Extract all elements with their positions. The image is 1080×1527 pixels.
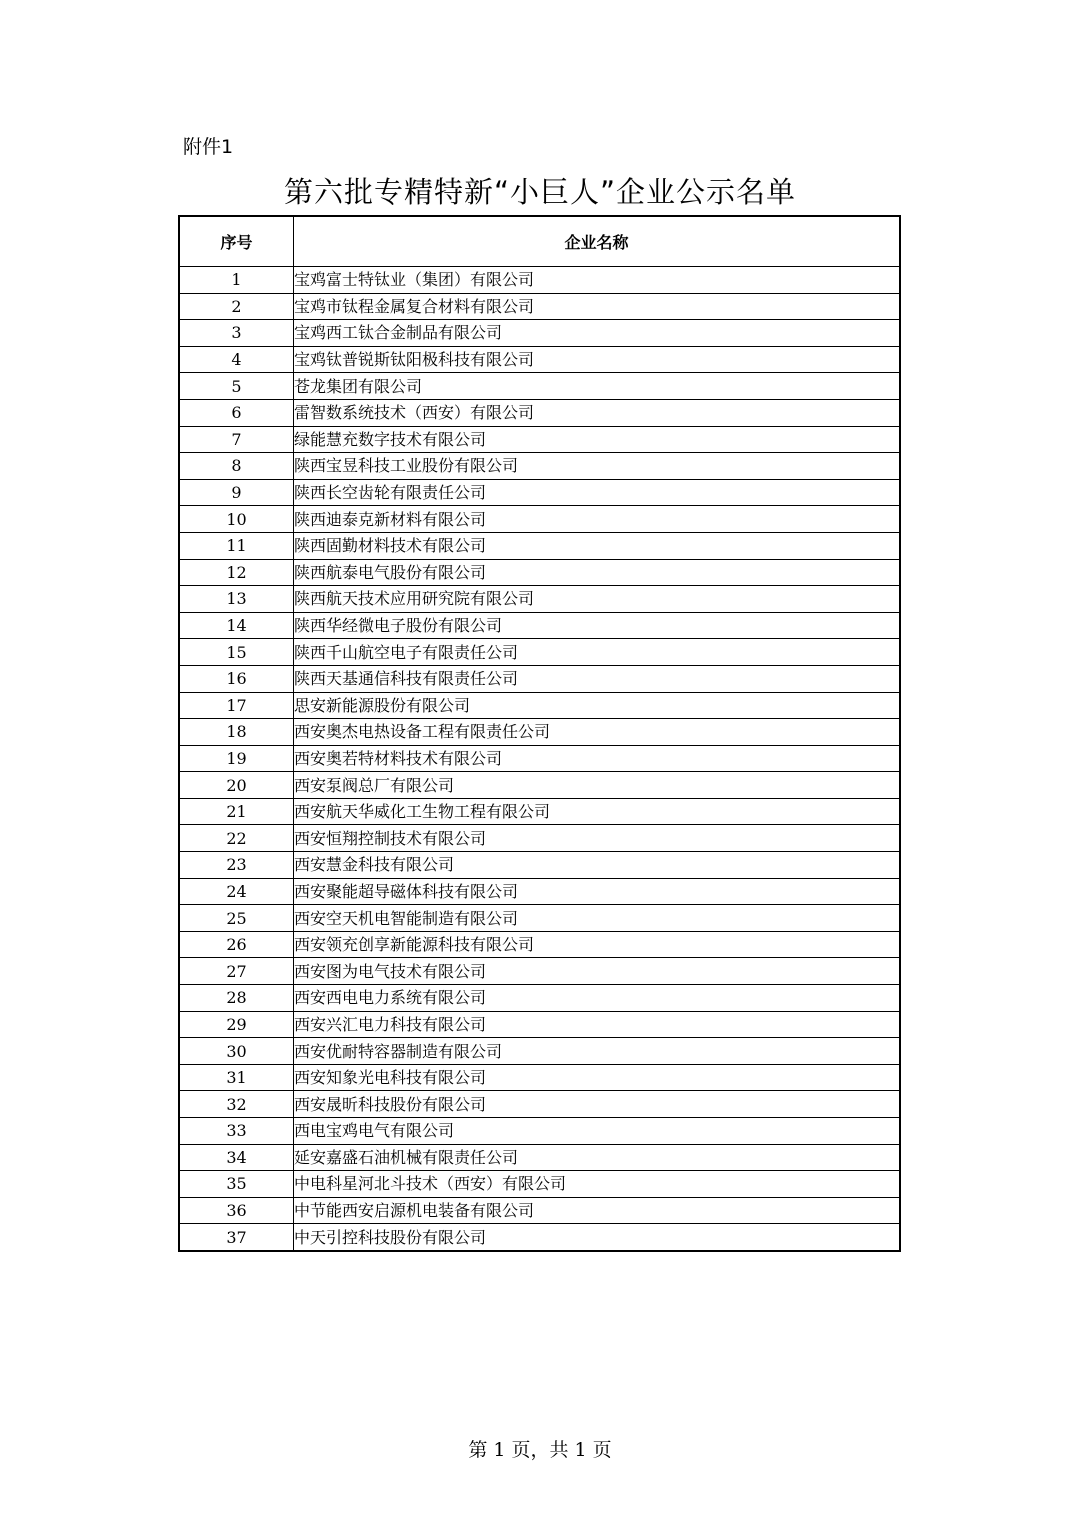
enterprise-name: 中节能西安启源机电装备有限公司 bbox=[294, 1197, 901, 1224]
row-number: 12 bbox=[179, 559, 294, 586]
row-number: 2 bbox=[179, 293, 294, 320]
table-row bbox=[179, 399, 900, 426]
row-number: 5 bbox=[179, 373, 294, 400]
table-row bbox=[179, 825, 900, 852]
enterprise-name: 思安新能源股份有限公司 bbox=[294, 692, 901, 719]
row-number: 24 bbox=[179, 878, 294, 905]
row-number: 20 bbox=[179, 772, 294, 799]
table-row bbox=[179, 586, 900, 613]
table-row bbox=[179, 1224, 900, 1251]
table-row bbox=[179, 1118, 900, 1145]
row-number: 28 bbox=[179, 985, 294, 1012]
table-row bbox=[179, 1011, 900, 1038]
row-number: 34 bbox=[179, 1144, 294, 1171]
enterprise-table bbox=[178, 215, 901, 1252]
table-row bbox=[179, 346, 900, 373]
enterprise-name: 西安奥杰电热设备工程有限责任公司 bbox=[294, 719, 901, 746]
enterprise-name: 中电科星河北斗技术（西安）有限公司 bbox=[294, 1171, 901, 1198]
column-header-number: 序号 bbox=[179, 216, 294, 267]
row-number: 9 bbox=[179, 479, 294, 506]
column-header-name: 企业名称 bbox=[294, 216, 901, 267]
table-row bbox=[179, 1171, 900, 1198]
enterprise-name: 西安优耐特容器制造有限公司 bbox=[294, 1038, 901, 1065]
row-number: 16 bbox=[179, 665, 294, 692]
enterprise-name: 西安聚能超导磁体科技有限公司 bbox=[294, 878, 901, 905]
attachment-label: 附件1 bbox=[183, 136, 234, 158]
row-number: 18 bbox=[179, 719, 294, 746]
enterprise-name: 绿能慧充数字技术有限公司 bbox=[294, 426, 901, 453]
enterprise-name: 西电宝鸡电气有限公司 bbox=[294, 1118, 901, 1145]
enterprise-name: 西安奥若特材料技术有限公司 bbox=[294, 745, 901, 772]
page-footer: 第 1 页，共 1 页 bbox=[468, 1439, 612, 1461]
table-row bbox=[179, 1064, 900, 1091]
row-number: 33 bbox=[179, 1118, 294, 1145]
row-number: 4 bbox=[179, 346, 294, 373]
table-row bbox=[179, 692, 900, 719]
table-row bbox=[179, 267, 900, 294]
table-row bbox=[179, 453, 900, 480]
table-row bbox=[179, 905, 900, 932]
row-number: 26 bbox=[179, 931, 294, 958]
row-number: 10 bbox=[179, 506, 294, 533]
row-number: 23 bbox=[179, 852, 294, 879]
row-number: 25 bbox=[179, 905, 294, 932]
table-row bbox=[179, 931, 900, 958]
row-number: 11 bbox=[179, 532, 294, 559]
enterprise-name: 西安西电电力系统有限公司 bbox=[294, 985, 901, 1012]
row-number: 13 bbox=[179, 586, 294, 613]
row-number: 22 bbox=[179, 825, 294, 852]
row-number: 21 bbox=[179, 798, 294, 825]
table-row bbox=[179, 479, 900, 506]
row-number: 35 bbox=[179, 1171, 294, 1198]
enterprise-name: 陕西固勤材料技术有限公司 bbox=[294, 532, 901, 559]
enterprise-name: 西安兴汇电力科技有限公司 bbox=[294, 1011, 901, 1038]
enterprise-name: 陕西华经微电子股份有限公司 bbox=[294, 612, 901, 639]
row-number: 37 bbox=[179, 1224, 294, 1251]
row-number: 3 bbox=[179, 320, 294, 347]
row-number: 6 bbox=[179, 399, 294, 426]
table-row bbox=[179, 639, 900, 666]
table-row bbox=[179, 506, 900, 533]
table-row bbox=[179, 985, 900, 1012]
enterprise-name: 宝鸡市钛程金属复合材料有限公司 bbox=[294, 293, 901, 320]
enterprise-name: 陕西航天技术应用研究院有限公司 bbox=[294, 586, 901, 613]
row-number: 32 bbox=[179, 1091, 294, 1118]
enterprise-name: 西安泵阀总厂有限公司 bbox=[294, 772, 901, 799]
enterprise-name: 西安航天华威化工生物工程有限公司 bbox=[294, 798, 901, 825]
table-row bbox=[179, 665, 900, 692]
table-row bbox=[179, 958, 900, 985]
row-number: 30 bbox=[179, 1038, 294, 1065]
table-row bbox=[179, 852, 900, 879]
enterprise-name: 西安恒翔控制技术有限公司 bbox=[294, 825, 901, 852]
enterprise-name: 陕西千山航空电子有限责任公司 bbox=[294, 639, 901, 666]
row-number: 17 bbox=[179, 692, 294, 719]
table-row bbox=[179, 878, 900, 905]
table-row bbox=[179, 798, 900, 825]
row-number: 14 bbox=[179, 612, 294, 639]
enterprise-name: 陕西航泰电气股份有限公司 bbox=[294, 559, 901, 586]
table-row bbox=[179, 1197, 900, 1224]
table-row bbox=[179, 293, 900, 320]
enterprise-name: 宝鸡钛普锐斯钛阳极科技有限公司 bbox=[294, 346, 901, 373]
enterprise-name: 雷智数系统技术（西安）有限公司 bbox=[294, 399, 901, 426]
table-row bbox=[179, 612, 900, 639]
enterprise-name: 西安晟昕科技股份有限公司 bbox=[294, 1091, 901, 1118]
enterprise-name: 西安慧金科技有限公司 bbox=[294, 852, 901, 879]
enterprise-name: 宝鸡西工钛合金制品有限公司 bbox=[294, 320, 901, 347]
table-row bbox=[179, 373, 900, 400]
table-header-row bbox=[179, 216, 900, 267]
enterprise-name: 西安图为电气技术有限公司 bbox=[294, 958, 901, 985]
table-row bbox=[179, 719, 900, 746]
row-number: 36 bbox=[179, 1197, 294, 1224]
enterprise-name: 西安空天机电智能制造有限公司 bbox=[294, 905, 901, 932]
enterprise-name: 苍龙集团有限公司 bbox=[294, 373, 901, 400]
row-number: 19 bbox=[179, 745, 294, 772]
table-row bbox=[179, 532, 900, 559]
table-row bbox=[179, 772, 900, 799]
row-number: 1 bbox=[179, 267, 294, 294]
table-row bbox=[179, 1144, 900, 1171]
enterprise-name: 西安知象光电科技有限公司 bbox=[294, 1064, 901, 1091]
table-row bbox=[179, 559, 900, 586]
enterprise-name: 陕西宝昱科技工业股份有限公司 bbox=[294, 453, 901, 480]
enterprise-name: 中天引控科技股份有限公司 bbox=[294, 1224, 901, 1251]
table-row bbox=[179, 745, 900, 772]
table-row bbox=[179, 320, 900, 347]
table-row bbox=[179, 426, 900, 453]
row-number: 27 bbox=[179, 958, 294, 985]
row-number: 15 bbox=[179, 639, 294, 666]
enterprise-name: 陕西长空齿轮有限责任公司 bbox=[294, 479, 901, 506]
page-title: 第六批专精特新“小巨人”企业公示名单 bbox=[283, 175, 797, 209]
row-number: 31 bbox=[179, 1064, 294, 1091]
enterprise-name: 陕西天基通信科技有限责任公司 bbox=[294, 665, 901, 692]
enterprise-name: 延安嘉盛石油机械有限责任公司 bbox=[294, 1144, 901, 1171]
table-row bbox=[179, 1038, 900, 1065]
table-row bbox=[179, 1091, 900, 1118]
enterprise-name: 西安领充创享新能源科技有限公司 bbox=[294, 931, 901, 958]
enterprise-name: 宝鸡富士特钛业（集团）有限公司 bbox=[294, 267, 901, 294]
row-number: 7 bbox=[179, 426, 294, 453]
row-number: 29 bbox=[179, 1011, 294, 1038]
enterprise-name: 陕西迪泰克新材料有限公司 bbox=[294, 506, 901, 533]
row-number: 8 bbox=[179, 453, 294, 480]
